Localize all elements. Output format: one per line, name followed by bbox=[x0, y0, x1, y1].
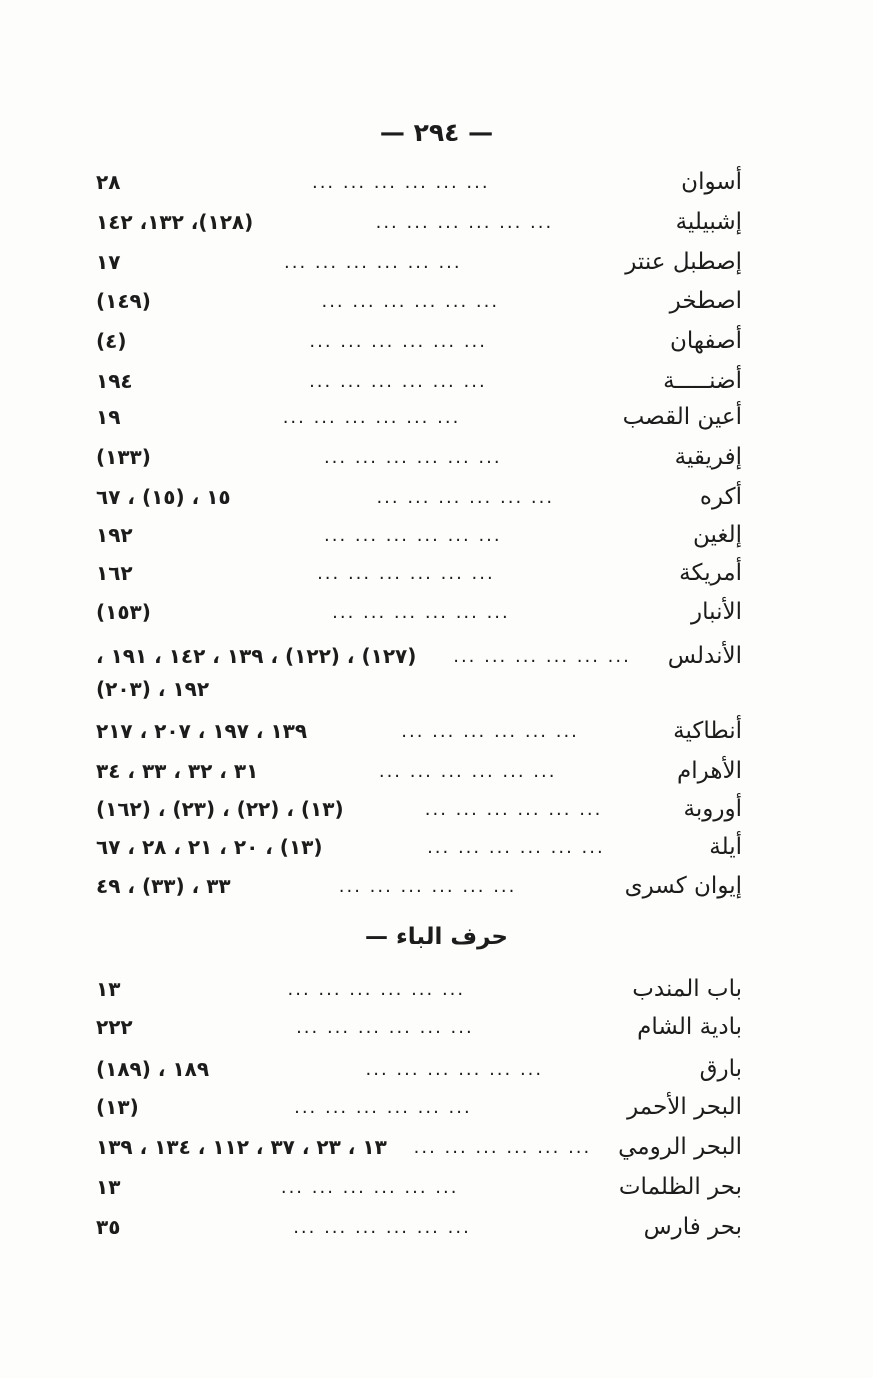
place-name: الأهرام bbox=[677, 758, 742, 784]
index-entry bbox=[96, 480, 742, 514]
section-heading: حرف الباء — bbox=[365, 924, 508, 950]
page-refs: (١٢٨)، ١٣٢، ١٤٢ bbox=[96, 210, 254, 234]
place-name: أمريكة bbox=[679, 560, 742, 586]
place-name: بحر الظلمات bbox=[618, 1174, 742, 1200]
leader-dots: ... ... ... ... ... ... bbox=[282, 406, 461, 428]
place-name: بحر فارس bbox=[643, 1214, 742, 1240]
place-name: أكره bbox=[699, 484, 742, 510]
leader-dots: ... ... ... ... ... ... bbox=[332, 601, 510, 623]
leader-dots: ... ... ... ... ... ... bbox=[375, 211, 554, 233]
place-name: إيوان كسرى bbox=[624, 873, 742, 899]
index-entry bbox=[96, 1130, 742, 1164]
page-refs: ١٣ bbox=[96, 977, 121, 1001]
place-name: اصطخر bbox=[669, 288, 742, 314]
page-refs: ٣٣ ، (٣٣) ، ٤٩ bbox=[96, 874, 231, 898]
index-entry bbox=[96, 165, 742, 199]
leader-dots: ... ... ... ... ... ... bbox=[365, 1058, 544, 1080]
index-entry bbox=[96, 1210, 742, 1244]
place-name: أصفهان bbox=[669, 328, 742, 354]
index-entry bbox=[96, 324, 742, 358]
place-name: أنطاكية bbox=[673, 718, 742, 744]
place-name: إصطبل عنتر bbox=[625, 249, 742, 275]
page-refs: (١٣) bbox=[96, 1095, 139, 1119]
page-refs: ١٧ bbox=[96, 250, 121, 274]
page-refs: ٢٨ bbox=[96, 170, 121, 194]
index-entry bbox=[96, 830, 742, 864]
index-entry bbox=[96, 595, 742, 629]
place-name: إفريقية bbox=[674, 444, 742, 470]
index-entry bbox=[96, 1052, 742, 1086]
page-refs: ١٩٢ bbox=[96, 523, 133, 547]
page-refs: (١٥٣) bbox=[96, 600, 151, 624]
leader-dots: ... ... ... ... ... ... bbox=[427, 836, 605, 858]
place-name: البحر الأحمر bbox=[627, 1094, 742, 1120]
index-entry bbox=[96, 792, 742, 826]
page-refs: (١٣) ، (٢٢) ، (٢٣) ، (١٦٢) bbox=[96, 797, 344, 821]
place-name: أسوان bbox=[681, 169, 742, 195]
leader-dots: ... ... ... ... ... ... bbox=[401, 720, 579, 742]
index-entry bbox=[96, 1170, 742, 1204]
leader-dots: ... ... ... ... ... ... bbox=[453, 645, 631, 667]
leader-dots: ... ... ... ... ... ... bbox=[296, 1016, 474, 1038]
index-entry-continuation bbox=[96, 672, 742, 706]
index-entry bbox=[96, 1090, 742, 1124]
index-entry bbox=[96, 518, 742, 552]
page-refs: (١٣) ، ٢٠ ، ٢١ ، ٢٨ ، ٦٧ bbox=[96, 835, 323, 859]
page-number: — ٢٩٤ — bbox=[379, 118, 494, 147]
page-refs: ١٥ ، (١٥) ، ٦٧ bbox=[96, 485, 231, 509]
leader-dots: ... ... ... ... ... ... bbox=[309, 370, 487, 392]
page-refs: ٣١ ، ٣٢ ، ٣٣ ، ٣٤ bbox=[96, 759, 259, 783]
page-refs: ١٣٩ ، ١٩٧ ، ٢٠٧ ، ٢١٧ bbox=[96, 719, 308, 743]
leader-dots: ... ... ... ... ... ... bbox=[324, 524, 502, 546]
page-refs: ١٣ bbox=[96, 1175, 121, 1199]
place-name: الأنبار bbox=[691, 599, 742, 625]
leader-dots: ... ... ... ... ... ... bbox=[284, 251, 462, 273]
page-refs: ٢٢٢ bbox=[96, 1015, 133, 1039]
place-name: البحر الرومي bbox=[618, 1134, 742, 1160]
index-entry bbox=[96, 1010, 742, 1044]
page-refs: ٣٥ bbox=[96, 1215, 121, 1239]
place-name: الأندلس bbox=[667, 643, 742, 669]
page-refs: ١٣ ، ٢٣ ، ٣٧ ، ١١٢ ، ١٣٤ ، ١٣٩ bbox=[96, 1135, 387, 1159]
leader-dots: ... ... ... ... ... ... bbox=[294, 1096, 472, 1118]
index-entry bbox=[96, 400, 742, 434]
page-refs: ١٦٢ bbox=[96, 561, 133, 585]
place-name: بارق bbox=[699, 1056, 742, 1082]
index-entry bbox=[96, 972, 742, 1006]
index-entry bbox=[96, 205, 742, 239]
index-entry bbox=[96, 869, 742, 903]
leader-dots: ... ... ... ... ... ... bbox=[338, 875, 517, 897]
leader-dots: ... ... ... ... ... ... bbox=[287, 978, 466, 1000]
leader-dots: ... ... ... ... ... ... bbox=[321, 290, 500, 312]
page-refs: ١٩٤ bbox=[96, 369, 133, 393]
leader-dots: ... ... ... ... ... ... bbox=[323, 446, 502, 468]
leader-dots: ... ... ... ... ... ... bbox=[424, 798, 603, 820]
index-entry bbox=[96, 440, 742, 474]
leader-dots: ... ... ... ... ... ... bbox=[413, 1136, 592, 1158]
page-refs: ١٨٩ ، (١٨٩) bbox=[96, 1057, 210, 1081]
leader-dots: ... ... ... ... ... ... bbox=[280, 1176, 459, 1198]
place-name: باب المندب bbox=[632, 976, 742, 1002]
page-refs: (٤) bbox=[96, 329, 127, 353]
leader-dots: ... ... ... ... ... ... bbox=[378, 760, 557, 782]
index-entry bbox=[96, 714, 742, 748]
place-name: إلغين bbox=[693, 522, 742, 548]
place-name: أوروبة bbox=[683, 796, 742, 822]
index-entry bbox=[96, 639, 742, 673]
leader-dots: ... ... ... ... ... ... bbox=[317, 562, 495, 584]
leader-dots: ... ... ... ... ... ... bbox=[293, 1216, 471, 1238]
place-name: إشبيلية bbox=[675, 209, 742, 235]
leader-dots: ... ... ... ... ... ... bbox=[309, 330, 488, 352]
place-name: أضنـــــة bbox=[663, 368, 742, 394]
page-refs: ١٩٢ ، (٢٠٣) bbox=[96, 677, 210, 701]
place-name: بادية الشام bbox=[637, 1014, 742, 1040]
index-entry bbox=[96, 245, 742, 279]
page-refs: (١٤٩) bbox=[96, 289, 151, 313]
page-refs: (١٢٧) ، (١٢٢) ، ١٣٩ ، ١٤٢ ، ١٩١ ، bbox=[96, 644, 417, 668]
place-name: أيلة bbox=[709, 834, 742, 860]
index-entry bbox=[96, 754, 742, 788]
leader-dots: ... ... ... ... ... ... bbox=[311, 171, 490, 193]
place-name: أعين القصب bbox=[622, 404, 742, 430]
leader-dots: ... ... ... ... ... ... bbox=[376, 486, 555, 508]
index-entry bbox=[96, 556, 742, 590]
index-entry bbox=[96, 284, 742, 318]
page-refs: (١٣٣) bbox=[96, 445, 151, 469]
index-entry bbox=[96, 364, 742, 398]
page-refs: ١٩ bbox=[96, 405, 121, 429]
